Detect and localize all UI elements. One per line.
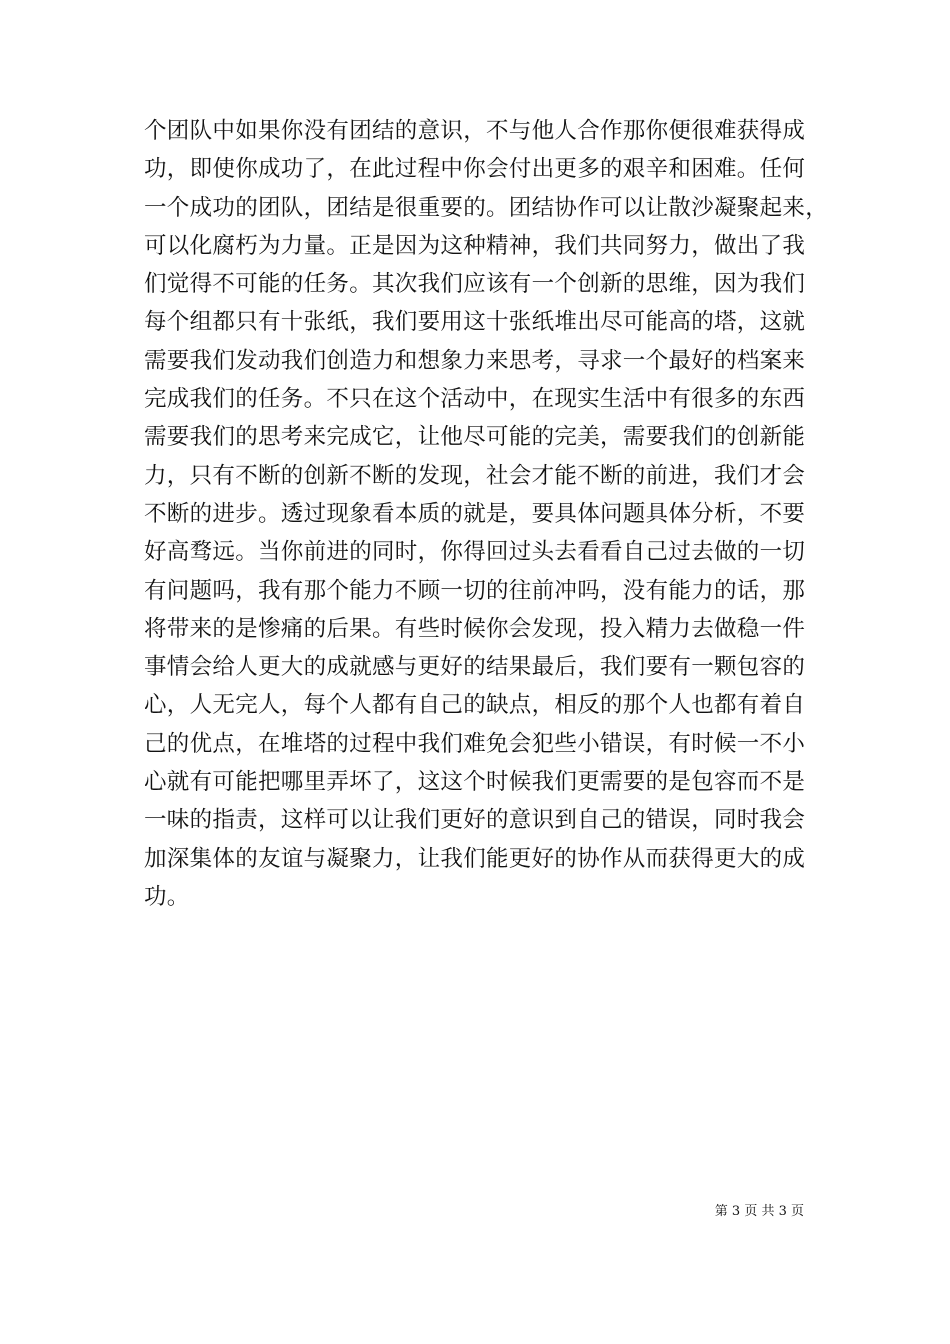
text-line: 需要我们的思考来完成它，让他尽可能的完美，需要我们的创新能 [144, 424, 806, 451]
text-line: 心，人无完人，每个人都有自己的缺点，相反的那个人也都有着自 [144, 692, 806, 719]
page-number-footer: 第 3 页 共 3 页 [714, 1204, 804, 1219]
body-paragraph [144, 112, 829, 916]
text-line: 加深集体的友谊与凝聚力，让我们能更好的协作从而获得更大的成 [144, 845, 806, 872]
text-line: 每个组都只有十张纸，我们要用这十张纸堆出尽可能高的塔，这就 [144, 309, 806, 336]
text-line: 功。 [144, 883, 190, 910]
text-line: 个团队中如果你没有团结的意识，不与他人合作那你便很难获得成 [144, 118, 806, 144]
text-line: 功，即使你成功了，在此过程中你会付出更多的艰辛和困难。任何 [144, 156, 806, 183]
text-line: 一个成功的团队，团结是很重要的。团结协作可以让散沙凝聚起来， [144, 194, 829, 221]
text-line: 需要我们发动我们创造力和想象力来思考，寻求一个最好的档案来 [144, 347, 806, 374]
text-line: 有问题吗，我有那个能力不顾一切的往前冲吗，没有能力的话，那 [144, 577, 806, 604]
text-line: 可以化腐朽为力量。正是因为这种精神，我们共同努力，做出了我 [144, 232, 806, 259]
text-line: 完成我们的任务。不只在这个活动中，在现实生活中有很多的东西 [144, 386, 806, 413]
text-line: 好高骛远。当你前进的同时，你得回过头去看看自己过去做的一切 [144, 539, 806, 566]
text-line: 己的优点，在堆塔的过程中我们难免会犯些小错误，有时候一不小 [144, 730, 806, 757]
text-line: 心就有可能把哪里弄坏了，这这个时候我们更需要的是包容而不是 [144, 769, 806, 796]
text-line: 力，只有不断的创新不断的发现，社会才能不断的前进，我们才会 [144, 462, 806, 489]
text-line: 不断的进步。透过现象看本质的就是，要具体问题具体分析，不要 [144, 500, 806, 527]
text-line: 们觉得不可能的任务。其次我们应该有一个创新的思维，因为我们 [144, 271, 806, 298]
text-line: 将带来的是惨痛的后果。有些时候你会发现，投入精力去做稳一件 [144, 615, 806, 642]
text-line: 事情会给人更大的成就感与更好的结果最后，我们要有一颗包容的 [144, 654, 806, 681]
text-line: 一味的指责，这样可以让我们更好的意识到自己的错误，同时我会 [144, 807, 806, 834]
